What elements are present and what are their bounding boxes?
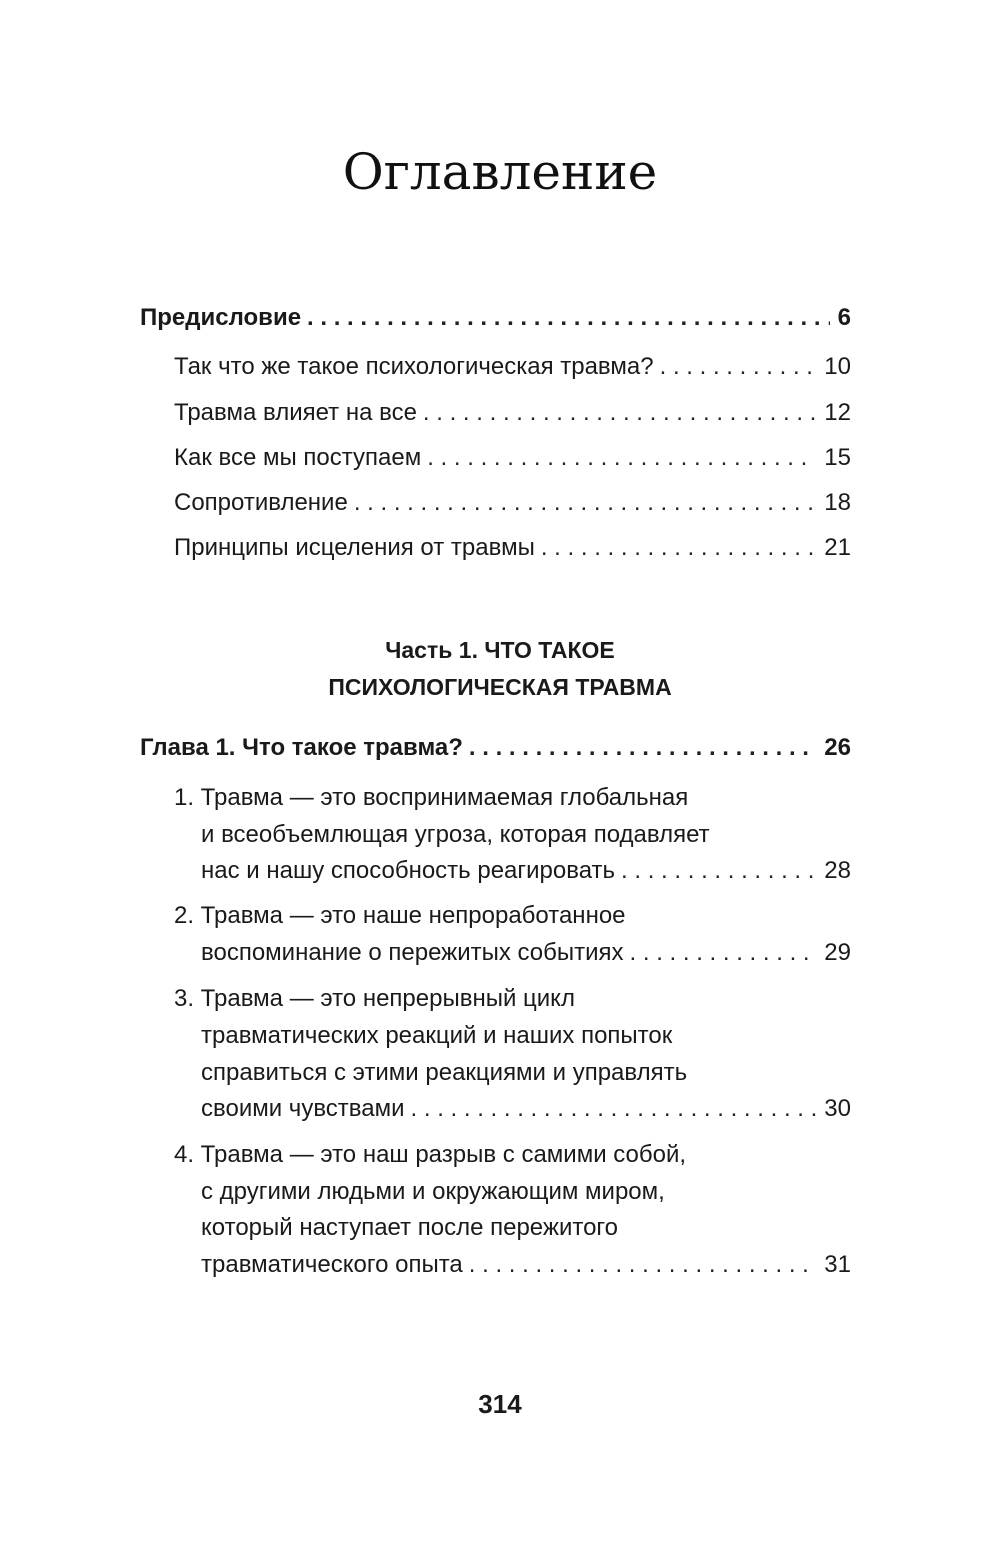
dot-leader — [621, 853, 816, 889]
dot-leader — [307, 300, 830, 336]
dot-leader — [423, 395, 816, 431]
toc-entry-line: 2. Травма — это наше непроработанное — [174, 902, 626, 929]
toc-entry-line: травматических реакций и наших попыток — [201, 1022, 673, 1049]
dot-leader — [660, 349, 817, 385]
toc-entry-page: 28 — [824, 857, 851, 884]
toc-entry-preface[interactable] — [140, 300, 851, 336]
dot-leader — [541, 530, 816, 566]
dot-leader — [427, 440, 816, 476]
toc-entry-label: воспоминание о пережитых событиях — [201, 939, 624, 966]
toc-entry-label: Как все мы поступаем — [174, 444, 422, 471]
toc-entry[interactable] — [174, 395, 851, 431]
toc-entry-label: Глава 1. Что такое травма? — [140, 734, 463, 761]
page-number: 314 — [478, 1389, 522, 1419]
toc-entry-label: Так что же такое психологическая травма? — [174, 353, 654, 380]
toc-entry-line: справиться с этими реакциями и управлять — [201, 1059, 688, 1086]
toc-entry-line: с другими людьми и окружающим миром, — [201, 1178, 665, 1205]
toc-entry-label: Сопротивление — [174, 489, 348, 516]
toc-entry-label: нас и нашу способность реагировать — [201, 857, 616, 884]
dot-leader — [354, 485, 816, 521]
toc-entry-page: 31 — [824, 1251, 851, 1278]
page-title: Оглавление — [342, 143, 658, 201]
dot-leader — [469, 730, 816, 766]
toc-entry-page: 26 — [824, 734, 851, 761]
toc-entry[interactable] — [201, 1247, 851, 1283]
toc-entry[interactable] — [201, 853, 851, 889]
toc-entry-label: Принципы исцеления от травмы — [174, 534, 535, 561]
toc-entry-page: 6 — [837, 304, 851, 331]
toc-entry-page: 12 — [824, 399, 851, 426]
toc-entry-label: своими чувствами — [201, 1095, 405, 1122]
toc-entry-line: 1. Травма — это воспринимаемая глобальная — [174, 784, 689, 811]
toc-entry-line: который наступает после пережитого — [201, 1214, 618, 1241]
toc-entry[interactable] — [174, 485, 851, 521]
toc-entry-label: Травма влияет на все — [174, 399, 417, 426]
toc-entry[interactable] — [174, 440, 851, 476]
toc-entry[interactable] — [174, 530, 851, 566]
toc-entry-label: травматического опыта — [201, 1251, 463, 1278]
toc-entry-page: 10 — [824, 353, 851, 380]
part-heading-line-1: Часть 1. ЧТО ТАКОЕ — [385, 637, 615, 663]
toc-entry[interactable] — [174, 349, 851, 385]
dot-leader — [630, 935, 817, 971]
toc-entry-page: 18 — [824, 489, 851, 516]
toc-entry-page: 29 — [824, 939, 851, 966]
toc-entry-line: 4. Травма — это наш разрыв с самими собой, — [174, 1141, 687, 1168]
toc-entry-chapter-1[interactable] — [140, 730, 851, 766]
toc-entry-page: 30 — [824, 1095, 851, 1122]
dot-leader — [469, 1247, 817, 1283]
dot-leader — [411, 1091, 817, 1127]
part-heading-line-2: ПСИХОЛОГИЧЕСКАЯ ТРАВМА — [328, 674, 672, 700]
toc-entry-line: и всеобъемлющая угроза, которая подавляет — [201, 821, 710, 848]
toc-entry[interactable] — [201, 935, 851, 971]
toc-entry-line: 3. Травма — это непрерывный цикл — [174, 985, 575, 1012]
toc-entry-page: 15 — [824, 444, 851, 471]
toc-entry[interactable] — [201, 1091, 851, 1127]
toc-entry-page: 21 — [824, 534, 851, 561]
toc-entry-label: Предисловие — [140, 304, 302, 331]
